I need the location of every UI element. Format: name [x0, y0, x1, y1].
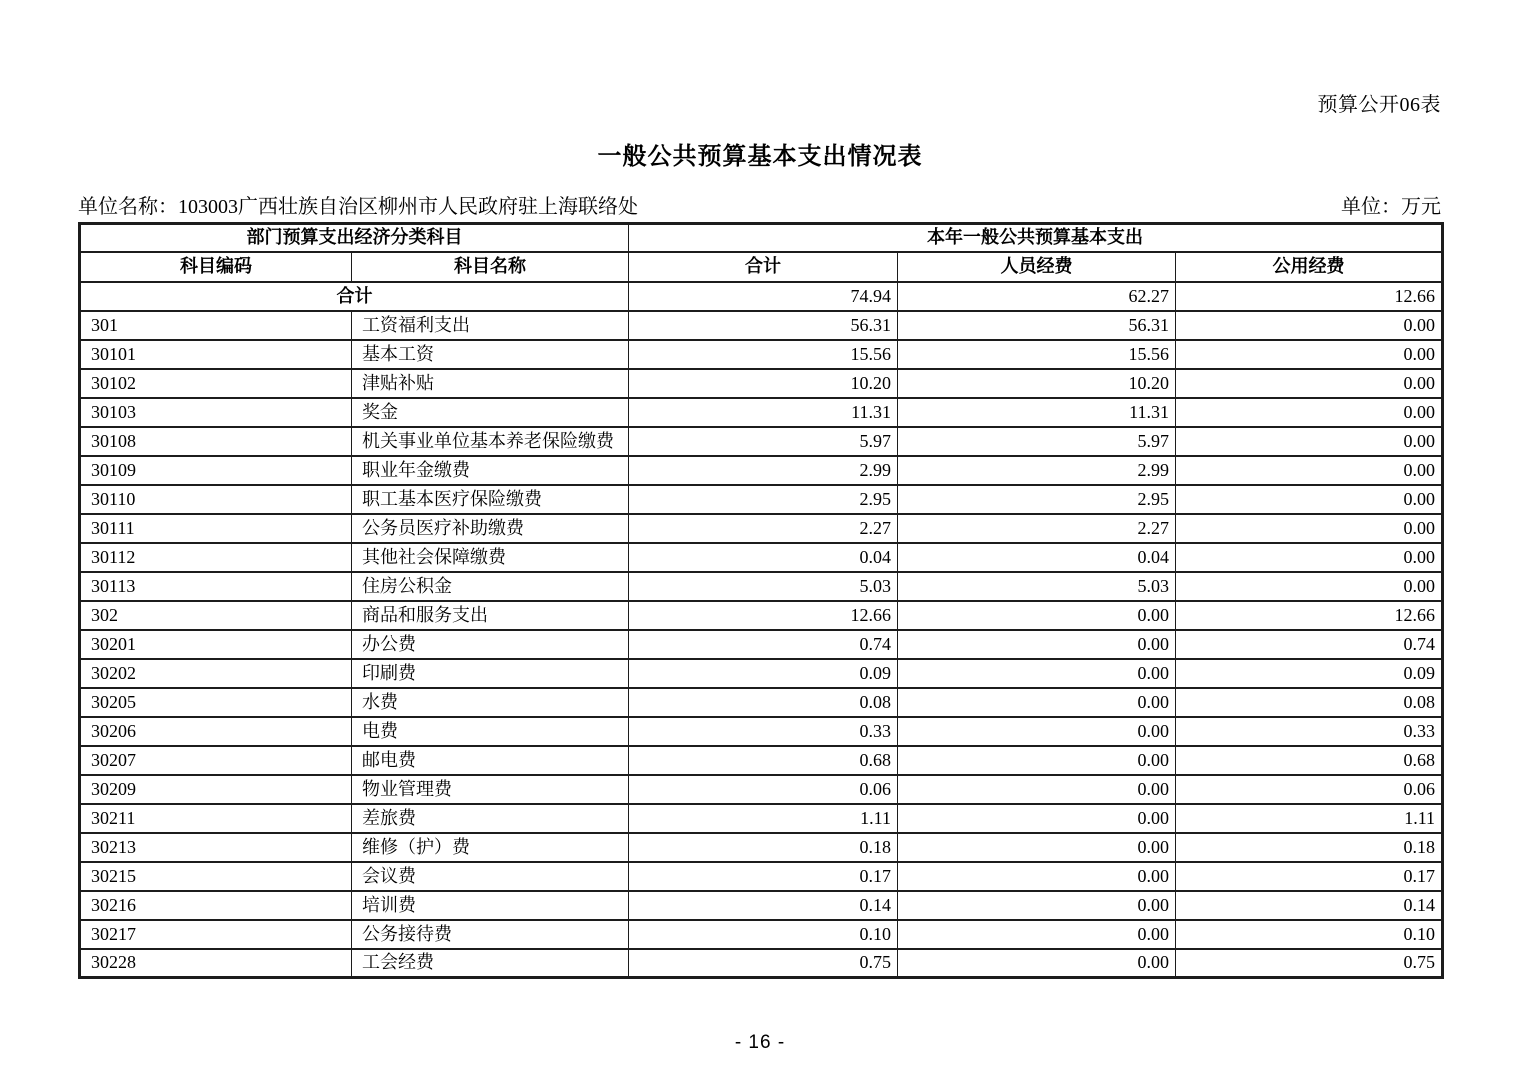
cell-total: 0.74 — [629, 630, 898, 659]
cell-subject-name: 印刷费 — [352, 659, 629, 688]
cell-subject-name: 差旅费 — [352, 804, 629, 833]
table-row — [80, 659, 1443, 688]
cell-total: 0.06 — [629, 775, 898, 804]
cell-total: 11.31 — [629, 398, 898, 427]
cell-subject-name: 职业年金缴费 — [352, 456, 629, 485]
cell-personnel-funds: 0.00 — [898, 688, 1176, 717]
cell-public-funds: 0.00 — [1176, 514, 1443, 543]
total-row-public: 12.66 — [1176, 282, 1443, 311]
cell-personnel-funds: 11.31 — [898, 398, 1176, 427]
cell-personnel-funds: 0.00 — [898, 746, 1176, 775]
table-row — [80, 949, 1443, 978]
cell-personnel-funds: 56.31 — [898, 311, 1176, 340]
cell-subject-code: 30113 — [80, 572, 352, 601]
cell-subject-code: 30111 — [80, 514, 352, 543]
cell-subject-code: 30108 — [80, 427, 352, 456]
cell-total: 2.95 — [629, 485, 898, 514]
col-header-total: 合计 — [629, 252, 898, 282]
table-row — [80, 833, 1443, 862]
table-row — [80, 746, 1443, 775]
cell-public-funds: 0.00 — [1176, 311, 1443, 340]
cell-personnel-funds: 5.03 — [898, 572, 1176, 601]
table-row — [80, 891, 1443, 920]
cell-total: 12.66 — [629, 601, 898, 630]
table-row — [80, 543, 1443, 572]
cell-personnel-funds: 0.00 — [898, 920, 1176, 949]
cell-public-funds: 0.14 — [1176, 891, 1443, 920]
cell-total: 0.18 — [629, 833, 898, 862]
total-row-personnel: 62.27 — [898, 282, 1176, 311]
cell-subject-name: 电费 — [352, 717, 629, 746]
cell-subject-code: 30213 — [80, 833, 352, 862]
cell-subject-code: 30206 — [80, 717, 352, 746]
cell-public-funds: 0.17 — [1176, 862, 1443, 891]
cell-subject-name: 物业管理费 — [352, 775, 629, 804]
table-row — [80, 601, 1443, 630]
cell-total: 56.31 — [629, 311, 898, 340]
cell-subject-name: 住房公积金 — [352, 572, 629, 601]
page-number: - 16 - — [734, 1032, 786, 1053]
cell-public-funds: 0.09 — [1176, 659, 1443, 688]
group-header-current-year-basic-expenditure: 本年一般公共预算基本支出 — [629, 224, 1443, 252]
cell-subject-code: 30205 — [80, 688, 352, 717]
cell-public-funds: 0.00 — [1176, 340, 1443, 369]
cell-subject-name: 商品和服务支出 — [352, 601, 629, 630]
cell-total: 0.75 — [629, 949, 898, 978]
cell-public-funds: 0.00 — [1176, 572, 1443, 601]
cell-personnel-funds: 2.95 — [898, 485, 1176, 514]
cell-public-funds: 0.18 — [1176, 833, 1443, 862]
cell-subject-name: 维修（护）费 — [352, 833, 629, 862]
cell-subject-name: 其他社会保障缴费 — [352, 543, 629, 572]
cell-personnel-funds: 0.00 — [898, 601, 1176, 630]
cell-public-funds: 0.10 — [1176, 920, 1443, 949]
group-header-economic-classification: 部门预算支出经济分类科目 — [80, 224, 629, 252]
cell-public-funds: 0.00 — [1176, 485, 1443, 514]
table-row — [80, 572, 1443, 601]
table-row — [80, 369, 1443, 398]
page-title: 一般公共预算基本支出情况表 — [597, 143, 923, 170]
cell-total: 0.68 — [629, 746, 898, 775]
doc-label: 预算公开06表 — [1317, 94, 1441, 116]
cell-subject-code: 30228 — [80, 949, 352, 978]
cell-personnel-funds: 0.00 — [898, 862, 1176, 891]
cell-subject-name: 公务员医疗补助缴费 — [352, 514, 629, 543]
cell-public-funds: 12.66 — [1176, 601, 1443, 630]
unit-name: 单位名称：103003广西壮族自治区柳州市人民政府驻上海联络处 — [78, 196, 638, 218]
cell-subject-name: 基本工资 — [352, 340, 629, 369]
table-row — [80, 775, 1443, 804]
table-row — [80, 514, 1443, 543]
cell-personnel-funds: 0.04 — [898, 543, 1176, 572]
cell-public-funds: 0.08 — [1176, 688, 1443, 717]
cell-public-funds: 0.74 — [1176, 630, 1443, 659]
cell-total: 0.17 — [629, 862, 898, 891]
cell-subject-name: 奖金 — [352, 398, 629, 427]
cell-personnel-funds: 0.00 — [898, 630, 1176, 659]
table-row — [80, 920, 1443, 949]
cell-public-funds: 1.11 — [1176, 804, 1443, 833]
table-row — [80, 688, 1443, 717]
cell-total: 0.09 — [629, 659, 898, 688]
cell-public-funds: 0.00 — [1176, 427, 1443, 456]
cell-public-funds: 0.75 — [1176, 949, 1443, 978]
cell-subject-code: 30216 — [80, 891, 352, 920]
cell-subject-code: 30217 — [80, 920, 352, 949]
cell-subject-code: 30103 — [80, 398, 352, 427]
cell-personnel-funds: 0.00 — [898, 833, 1176, 862]
meta-row — [78, 190, 1441, 219]
column-header-row — [80, 252, 1443, 282]
cell-total: 5.03 — [629, 572, 898, 601]
cell-subject-code: 30102 — [80, 369, 352, 398]
cell-personnel-funds: 0.00 — [898, 949, 1176, 978]
cell-total: 0.04 — [629, 543, 898, 572]
cell-public-funds: 0.33 — [1176, 717, 1443, 746]
cell-total: 0.08 — [629, 688, 898, 717]
col-header-personnel-funds: 人员经费 — [898, 252, 1176, 282]
cell-subject-name: 津贴补贴 — [352, 369, 629, 398]
total-row-total: 74.94 — [629, 282, 898, 311]
cell-public-funds: 0.00 — [1176, 543, 1443, 572]
col-header-public-funds: 公用经费 — [1176, 252, 1443, 282]
table-row — [80, 862, 1443, 891]
table-header — [80, 224, 1443, 282]
cell-total: 1.11 — [629, 804, 898, 833]
cell-personnel-funds: 0.00 — [898, 891, 1176, 920]
table-row — [80, 804, 1443, 833]
unit-scale: 单位：万元 — [1341, 196, 1441, 218]
cell-public-funds: 0.06 — [1176, 775, 1443, 804]
budget-table — [78, 222, 1444, 979]
cell-subject-code: 30101 — [80, 340, 352, 369]
cell-total: 15.56 — [629, 340, 898, 369]
table-row — [80, 340, 1443, 369]
table-row — [80, 717, 1443, 746]
cell-subject-code: 30110 — [80, 485, 352, 514]
cell-personnel-funds: 15.56 — [898, 340, 1176, 369]
cell-subject-code: 30215 — [80, 862, 352, 891]
cell-subject-name: 工会经费 — [352, 949, 629, 978]
cell-subject-name: 机关事业单位基本养老保险缴费 — [352, 427, 629, 456]
table-row — [80, 311, 1443, 340]
cell-personnel-funds: 2.99 — [898, 456, 1176, 485]
total-row — [80, 282, 1443, 311]
table-row — [80, 398, 1443, 427]
cell-subject-name: 会议费 — [352, 862, 629, 891]
cell-subject-code: 30209 — [80, 775, 352, 804]
cell-subject-code: 30202 — [80, 659, 352, 688]
cell-personnel-funds: 0.00 — [898, 775, 1176, 804]
table-row — [80, 427, 1443, 456]
cell-total: 10.20 — [629, 369, 898, 398]
cell-total: 0.10 — [629, 920, 898, 949]
cell-personnel-funds: 10.20 — [898, 369, 1176, 398]
cell-personnel-funds: 2.27 — [898, 514, 1176, 543]
cell-total: 0.14 — [629, 891, 898, 920]
cell-subject-name: 职工基本医疗保险缴费 — [352, 485, 629, 514]
col-header-subject-code: 科目编码 — [80, 252, 352, 282]
cell-total: 5.97 — [629, 427, 898, 456]
cell-subject-name: 培训费 — [352, 891, 629, 920]
col-header-subject-name: 科目名称 — [352, 252, 629, 282]
cell-subject-code: 301 — [80, 311, 352, 340]
cell-personnel-funds: 0.00 — [898, 659, 1176, 688]
table-row — [80, 630, 1443, 659]
cell-subject-code: 302 — [80, 601, 352, 630]
table-row — [80, 485, 1443, 514]
cell-subject-code: 30112 — [80, 543, 352, 572]
cell-public-funds: 0.68 — [1176, 746, 1443, 775]
cell-personnel-funds: 0.00 — [898, 717, 1176, 746]
cell-subject-code: 30211 — [80, 804, 352, 833]
cell-subject-name: 工资福利支出 — [352, 311, 629, 340]
cell-subject-name: 水费 — [352, 688, 629, 717]
cell-public-funds: 0.00 — [1176, 369, 1443, 398]
group-header-row — [80, 224, 1443, 252]
cell-total: 0.33 — [629, 717, 898, 746]
cell-subject-code: 30207 — [80, 746, 352, 775]
cell-total: 2.99 — [629, 456, 898, 485]
cell-subject-code: 30201 — [80, 630, 352, 659]
cell-subject-code: 30109 — [80, 456, 352, 485]
cell-subject-name: 邮电费 — [352, 746, 629, 775]
cell-subject-name: 办公费 — [352, 630, 629, 659]
cell-total: 2.27 — [629, 514, 898, 543]
cell-personnel-funds: 0.00 — [898, 804, 1176, 833]
cell-personnel-funds: 5.97 — [898, 427, 1176, 456]
cell-public-funds: 0.00 — [1176, 456, 1443, 485]
total-row-label: 合计 — [80, 282, 629, 311]
cell-public-funds: 0.00 — [1176, 398, 1443, 427]
cell-subject-name: 公务接待费 — [352, 920, 629, 949]
table-row — [80, 456, 1443, 485]
table-body — [80, 282, 1443, 978]
